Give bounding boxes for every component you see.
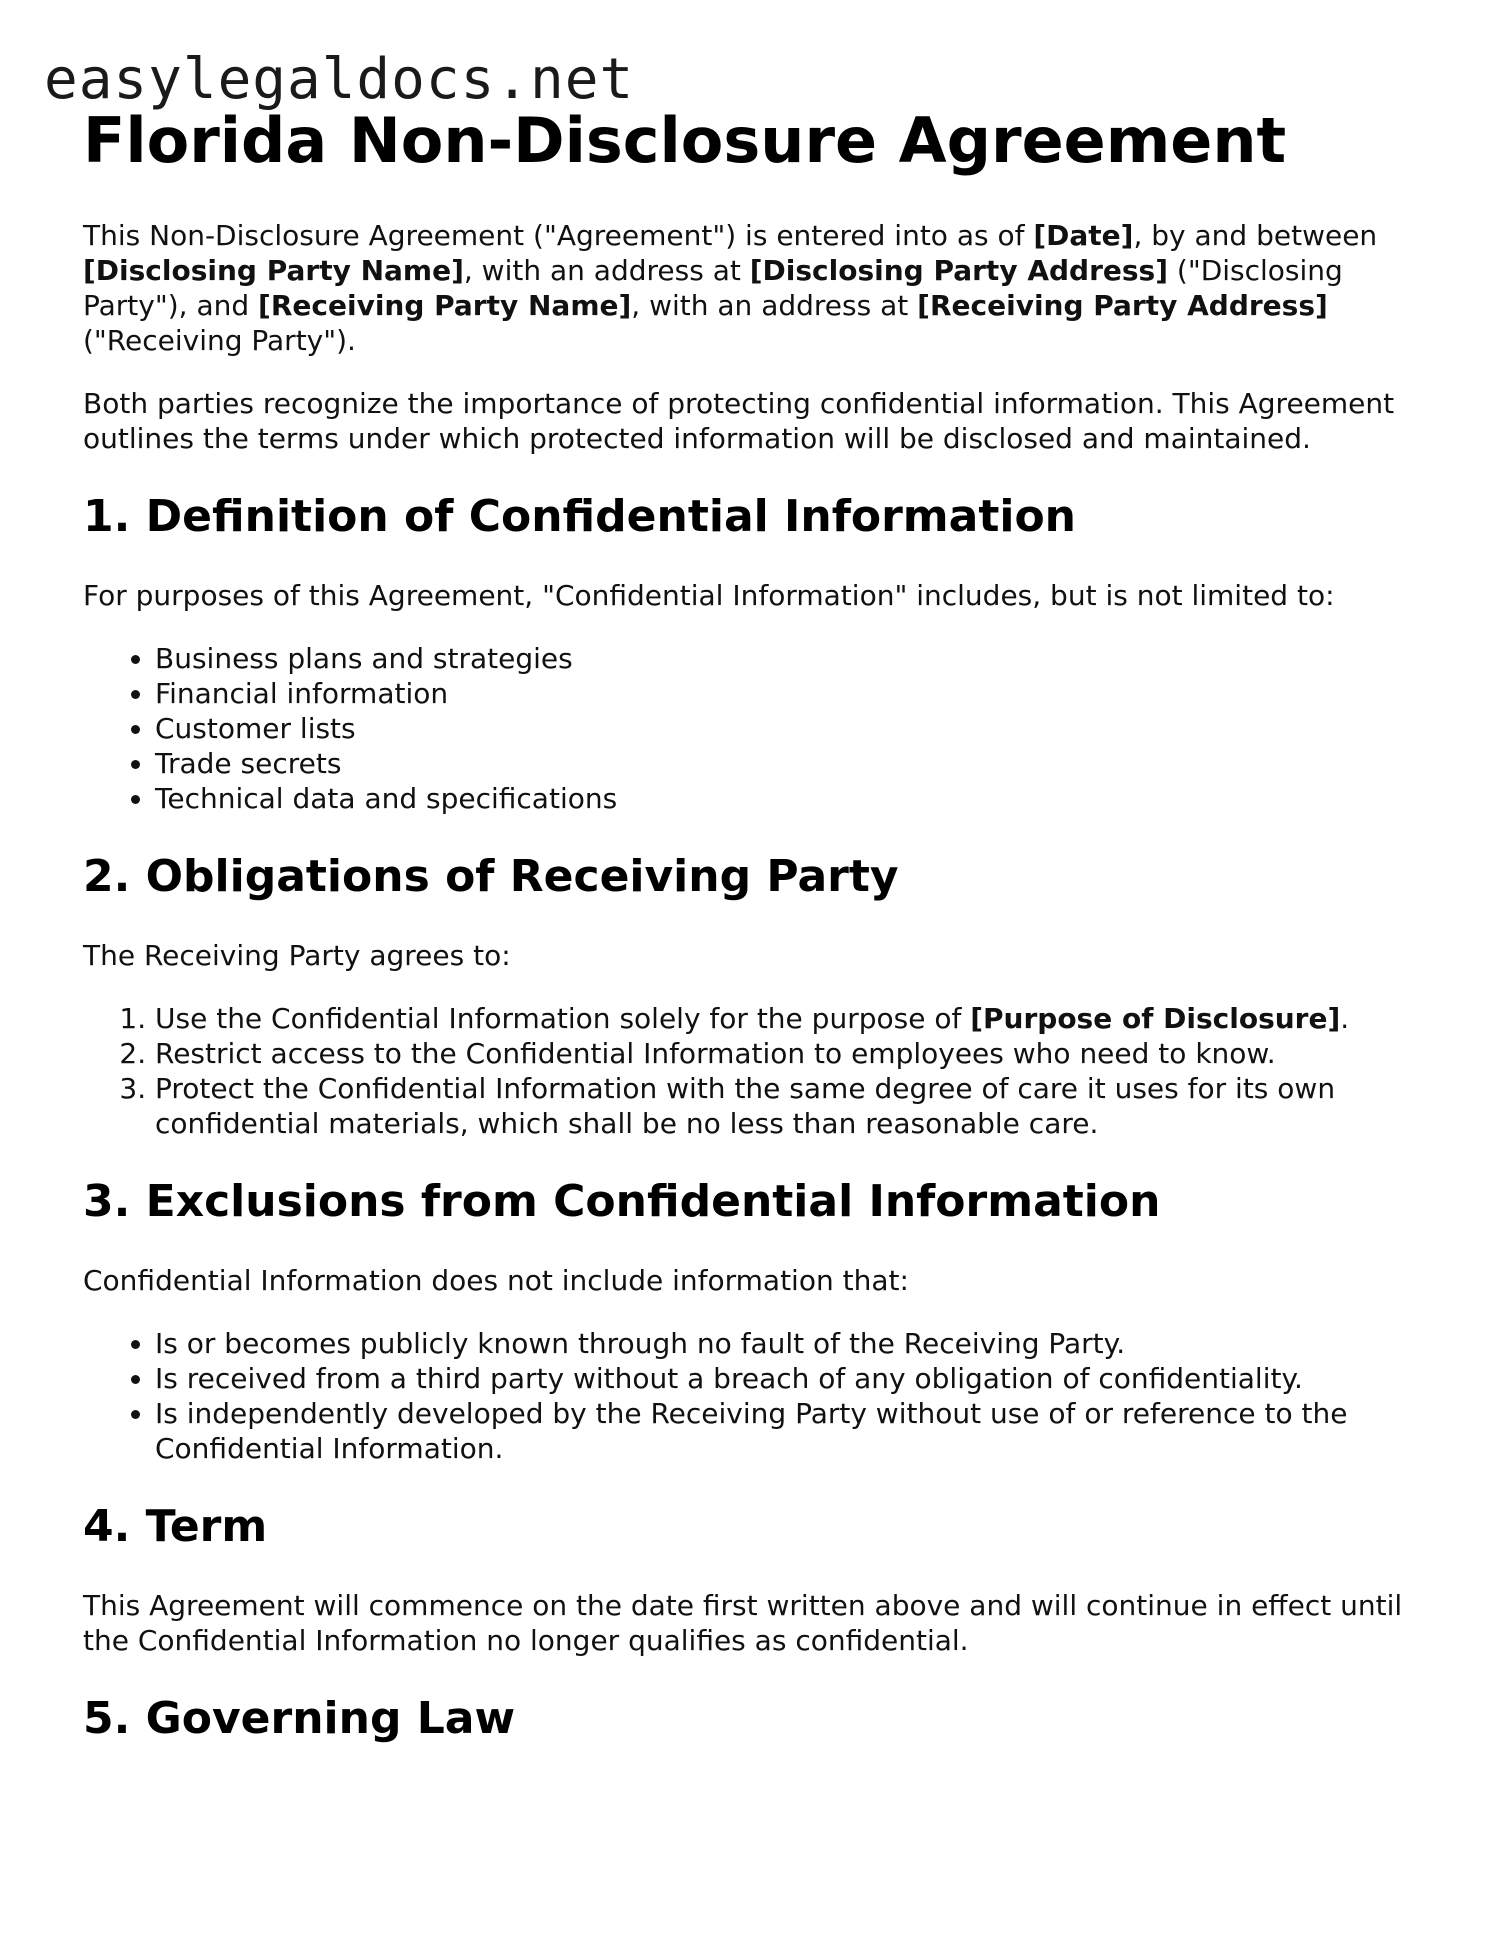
section-3-lead: Confidential Information does not include information that: (83, 1264, 909, 1297)
list-item (155, 1001, 1423, 1036)
section-heading-2: 2. Obligations of Receiving Party (83, 851, 899, 902)
section-2-lead: The Receiving Party agrees to: (83, 939, 511, 972)
intro-text: This Non-Disclosure Agreement ("Agreement") is entered into as of (83, 219, 1034, 252)
intro-text: , with an address at (631, 289, 918, 322)
receiving-party-name-placeholder: [Receiving Party Name] (258, 289, 632, 322)
document-title: Florida Non-Disclosure Agreement (83, 104, 1287, 177)
list-item: • Business plans and strategies (155, 641, 1423, 676)
section-heading-3: 3. Exclusions from Confidential Information (83, 1176, 1161, 1227)
intro-text: ("Disclosing Party"), and (83, 254, 1343, 322)
date-placeholder: [Date] (1033, 219, 1134, 252)
list-item: 2. Restrict access to the Confidential Information to employees who need to know. (155, 1036, 1423, 1071)
intro-text: ("Receiving Party"). (83, 324, 356, 357)
section-heading-5: 5. Governing Law (83, 1693, 516, 1744)
list-item: • Trade secrets (155, 746, 1423, 781)
list-item: • Customer lists (155, 711, 1423, 746)
receiving-party-address-placeholder: [Receiving Party Address] (917, 289, 1328, 322)
document-body (83, 104, 1423, 1746)
list-item: • Financial information (155, 676, 1423, 711)
section-heading-1: 1. Definition of Confidential Information (83, 491, 1077, 542)
disclosing-party-address-placeholder: [Disclosing Party Address] (749, 254, 1168, 287)
list-item: • Is or becomes publicly known through no fault of the Receiving Party. (155, 1326, 1423, 1361)
list-item: • Is received from a third party without a breach of any obligation of confidentiality. (155, 1361, 1423, 1396)
section-1-lead: For purposes of this Agreement, "Confidential Information" includes, but is not limited to: (83, 579, 1335, 612)
list-item: • Technical data and specifications (155, 781, 1423, 816)
term-paragraph: This Agreement will commence on the date first written above and will continue in effect until the Confidential Information no longer qualifies as confidential. (83, 1589, 1403, 1657)
list-item: • Is independently developed by the Receiving Party without use of or reference to the Confidential Information. (155, 1396, 1423, 1466)
purpose-paragraph: Both parties recognize the importance of protecting confidential information. This Agreement outlines the terms under which protected information will be disclosed and maintained. (83, 387, 1395, 455)
intro-paragraph (83, 218, 1423, 358)
section-heading-4: 4. Term (83, 1501, 268, 1552)
list-item-text: Use the Confidential Information solely for the purpose of (155, 1002, 971, 1035)
list-item-text: . (1340, 1002, 1350, 1035)
purpose-placeholder: [Purpose of Disclosure] (970, 1002, 1341, 1035)
confidential-info-list (83, 641, 1423, 816)
watermark: easylegaldocs.net (44, 47, 635, 112)
intro-text: , by and between (1133, 219, 1378, 252)
exclusions-list (83, 1326, 1423, 1466)
obligations-list (83, 1001, 1423, 1141)
intro-text: , with an address at (463, 254, 750, 287)
disclosing-party-name-placeholder: [Disclosing Party Name] (83, 254, 464, 287)
list-item: 3. Protect the Confidential Information with the same degree of care it uses for its own confidential materials, which shall be no less than reasonable care. (155, 1071, 1423, 1141)
